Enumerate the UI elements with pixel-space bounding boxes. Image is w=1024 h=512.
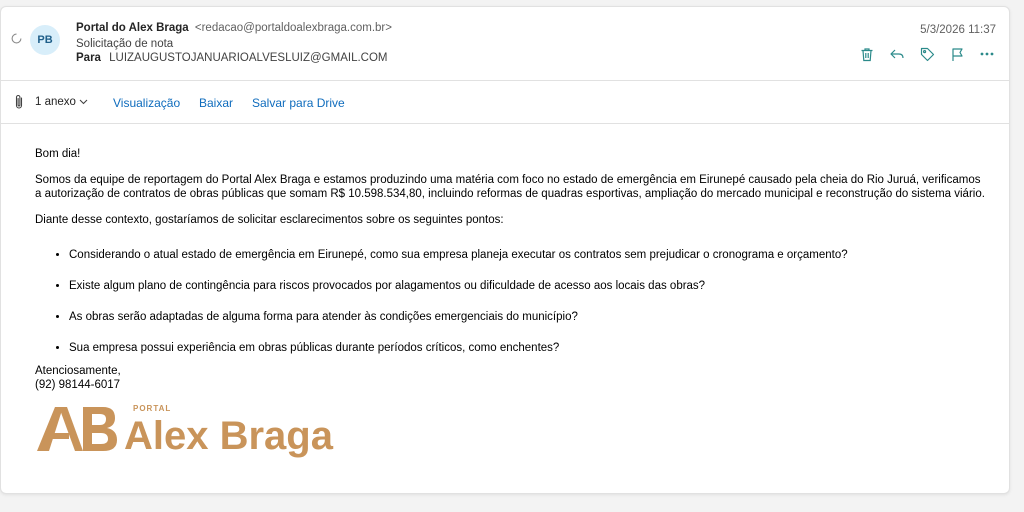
portal-logo	[37, 399, 347, 459]
flag-icon	[951, 47, 964, 62]
email-header	[1, 7, 1009, 81]
avatar[interactable]: PB	[30, 25, 60, 55]
email-subject: Solicitação de nota	[76, 38, 174, 50]
more-actions-button[interactable]	[977, 45, 997, 63]
save-to-drive-link[interactable]: Salvar para Drive	[252, 96, 345, 110]
paperclip-icon	[14, 94, 24, 110]
delete-button[interactable]	[857, 45, 877, 63]
body-paragraph: Diante desse contexto, gostaríamos de solicitar esclarecimentos sobre os seguintes pontos:	[35, 214, 504, 226]
message-actions	[857, 45, 997, 63]
logo-small-text: PORTAL	[133, 404, 172, 413]
sender-name[interactable]: Portal do Alex Braga	[76, 22, 189, 34]
list-item: • Considerando o atual estado de emergência em Eirunepé, como sua empresa planeja executar os contratos sem prejudicar o cronograma e orçamento?	[69, 248, 985, 262]
signoff: Atenciosamente,	[35, 365, 121, 377]
body-paragraph: Somos da equipe de reportagem do Portal Alex Braga e estamos produzindo uma matéria com foco no estado de emergência em Eirunepé causado pela cheia do Rio Juruá, verificamos a autorização de contratos de obras públicas que somam R$ 10.598.534,80, incluindo reformas de quadras esportivas, ampliação do mercado municipal e reconstrução do sistema viário.	[35, 174, 985, 200]
loading-icon	[11, 33, 22, 44]
reply-button[interactable]	[887, 45, 907, 63]
greeting: Bom dia!	[35, 148, 81, 160]
more-icon	[980, 52, 994, 56]
sender-line	[76, 22, 392, 34]
download-link[interactable]: Baixar	[199, 96, 234, 110]
email-reading-pane	[0, 6, 1010, 494]
trash-icon	[860, 47, 874, 62]
recipient-line	[76, 52, 388, 64]
alex-braga-logo-mark	[37, 399, 347, 459]
phone-number: (92) 98144-6017	[35, 379, 121, 391]
to-label: Para	[76, 52, 101, 64]
logo-large-text: Alex Braga	[124, 414, 333, 458]
list-item: • As obras serão adaptadas de alguma forma para atender às condições emergenciais do município?	[69, 310, 985, 324]
email-date: 5/3/2026 11:37	[920, 24, 996, 36]
attachment-bar	[1, 81, 1009, 123]
chevron-down-icon[interactable]	[79, 99, 88, 105]
recipient-address[interactable]: LUIZAUGUSTOJANUARIOALVESLUIZ@GMAIL.COM	[109, 52, 388, 64]
list-item: • Sua empresa possui experiência em obras públicas durante períodos críticos, como enchentes?	[69, 341, 985, 355]
list-item: • Existe algum plano de contingência para riscos provocados por alagamentos ou dificuldade de acesso aos locais das obras?	[69, 279, 985, 293]
sender-email: <redacao@portaldoalexbraga.com.br>	[194, 22, 392, 34]
divider	[1, 123, 1009, 124]
reply-icon	[889, 47, 905, 61]
message-body	[35, 147, 985, 392]
preview-link[interactable]: Visualização	[113, 96, 181, 110]
tag-icon	[920, 47, 935, 62]
categorize-button[interactable]	[917, 45, 937, 63]
question-list	[35, 248, 985, 355]
flag-button[interactable]	[947, 45, 967, 63]
attachment-count[interactable]: 1 anexo	[35, 96, 76, 108]
